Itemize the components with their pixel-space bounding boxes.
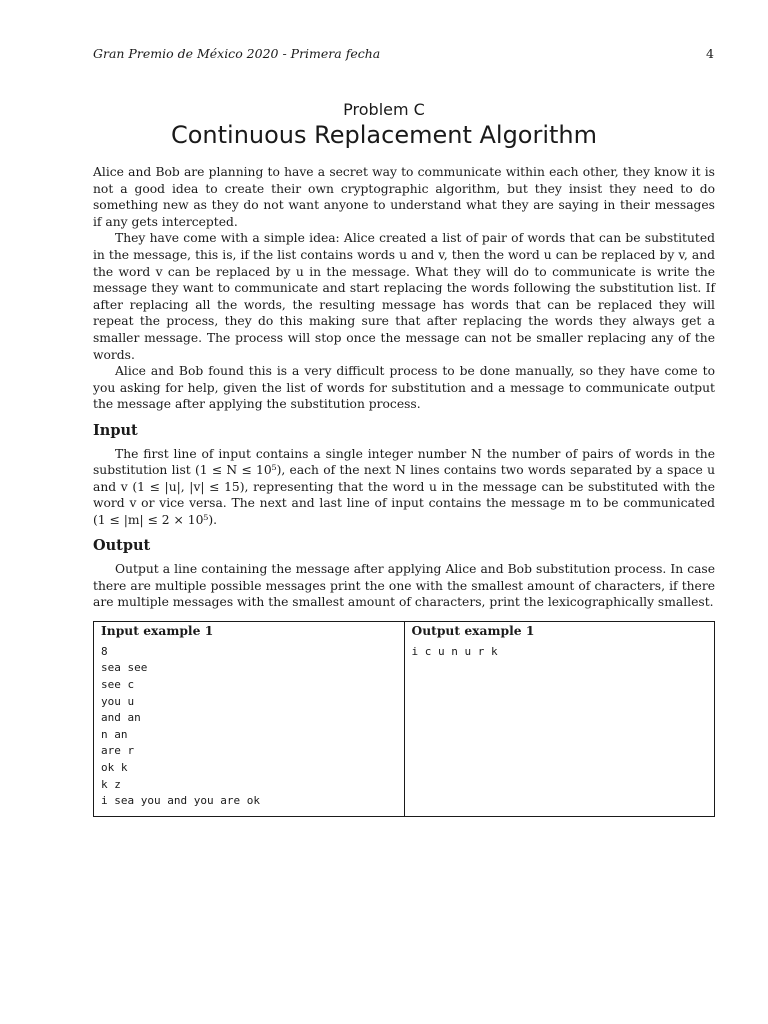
- output-example-column: [404, 622, 715, 816]
- input-example-header: Input example 1: [101, 622, 214, 638]
- page-number: 4: [706, 46, 714, 61]
- input-description: The first line of input contains a single integer number N the number of pairs of words in the substitution list (1 ≤ N ≤ 10⁵), each of the next N lines contains two words separated by a space u and v (1 ≤ |u|, |v| ≤ 15), representing that the word u in the message can be substituted with the word v or vice versa. The next and last line of input contains the message m to be communicated (1 ≤ |m| ≤ 2 × 10⁵).: [93, 446, 715, 527]
- statement-paragraph-3: Alice and Bob found this is a very difficult process to be done manually, so they have come to you asking for help, given the list of words for substitution and a message to communicate output the message after applying the substitution process.: [93, 364, 715, 412]
- problem-body: [93, 164, 715, 817]
- output-example-header: Output example 1: [411, 622, 535, 638]
- output-example-body: i c u n u r k: [411, 644, 498, 658]
- input-heading: Input: [93, 421, 138, 439]
- problem-title: Continuous Replacement Algorithm: [170, 121, 598, 149]
- output-description: Output a line containing the message after applying Alice and Bob substitution process. In case there are multiple possible messages print the one with the smallest amount of characters, if there are multiple messages with the smallest amount of characters, print the lexicographically smallest.: [93, 562, 715, 610]
- page-header: [93, 46, 714, 61]
- examples-table: [93, 621, 715, 817]
- contest-name: Gran Premio de México 2020 - Primera fecha: [93, 46, 381, 61]
- input-example-column: [94, 622, 404, 816]
- input-example-body: 8 sea see see c you u and an n an are r ok k k z i sea you and you are ok: [101, 644, 260, 808]
- problem-label: Problem C: [343, 100, 425, 119]
- statement-paragraph-1: Alice and Bob are planning to have a secret way to communicate within each other, they know it is not a good idea to create their own cryptographic algorithm, but they insist they need to do something new as they do not want anyone to understand what they are saying in their messages if any gets intercepted.: [93, 165, 715, 229]
- statement-paragraph-2: They have come with a simple idea: Alice created a list of pair of words that can be substituted in the message, this is, if the list contains words u and v, then the word u can be replaced by v, and the word v can be replaced by u in the message. What they will do to communicate is write the message they want to communicate and start replacing the words following the substitution list. If after replacing all the words, the resulting message has words that can be replaced they will repeat the process, they do this making sure that after replacing the words they always get a smaller message. The process will stop once the message can not be smaller replacing any of the words.: [93, 231, 715, 362]
- output-heading: Output: [93, 537, 151, 555]
